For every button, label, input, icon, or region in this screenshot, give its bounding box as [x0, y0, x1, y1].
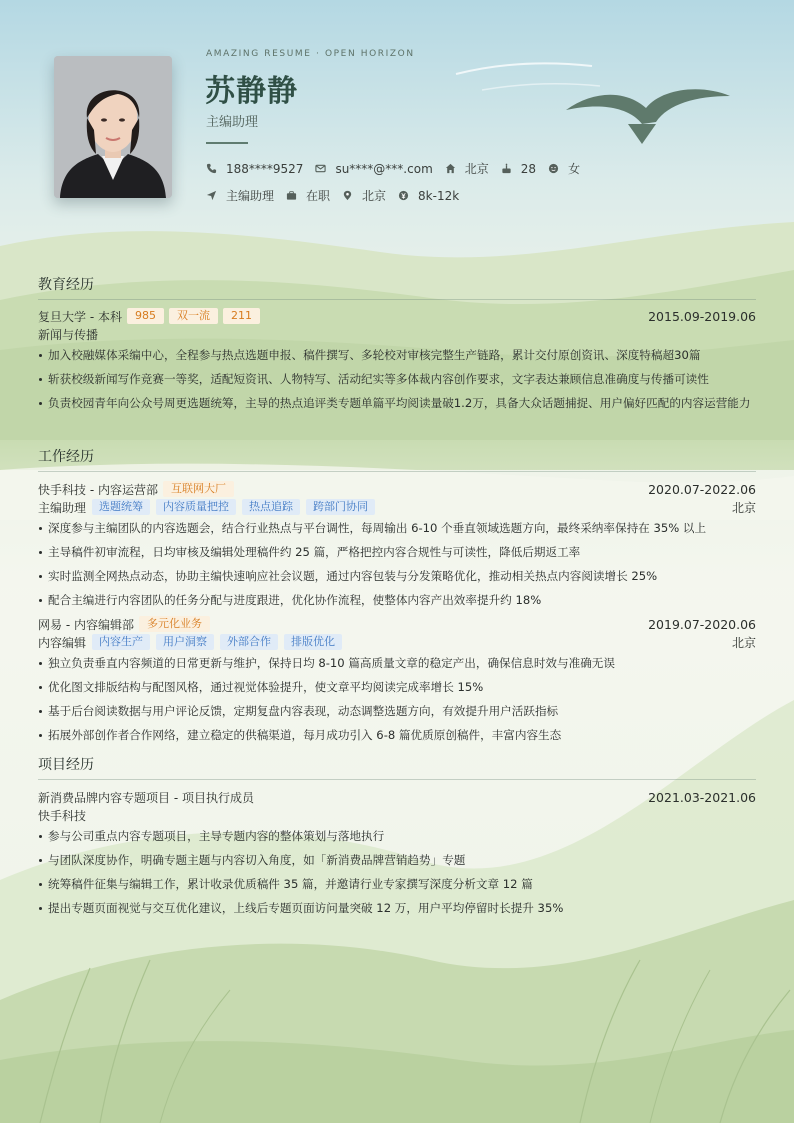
education-bullets — [38, 345, 756, 413]
target-city-info — [342, 187, 386, 204]
company-name: 网易 - 内容编辑部 — [38, 617, 134, 632]
age-info — [501, 162, 536, 176]
skill-chip: 热点追踪 — [242, 499, 300, 515]
briefcase-icon — [286, 190, 297, 201]
major-row — [38, 325, 756, 343]
company-badge: 互联网大厂 — [163, 481, 234, 497]
list-item: 负责校园青年向公众号周更选题统筹，主导的热点追评类专题单篇平均阅读量破1.2万，具备大众话题捕捉、用户偏好匹配的内容运营能力 — [38, 393, 756, 413]
job-city: 北京 — [731, 635, 756, 650]
list-item: 基于后台阅读数据与用户评论反馈，定期复盘内容表现，动态调整选题方向，有效提升用户活跃指标 — [38, 701, 756, 721]
skill-chip: 内容质量把控 — [156, 499, 236, 515]
phone-icon — [206, 163, 217, 174]
job-bullets — [38, 518, 756, 610]
company-badge: 多元化业务 — [139, 616, 210, 632]
intent-position-text: 主编助理 — [226, 189, 275, 203]
job-entry-head — [38, 615, 756, 633]
job-position: 主编助理 — [38, 500, 87, 515]
status-info — [286, 187, 330, 204]
project-org-row — [38, 806, 756, 824]
school-badge: 双一流 — [169, 308, 218, 324]
gender-icon — [548, 163, 559, 174]
skill-chip: 内容生产 — [92, 634, 150, 650]
intent-position-info — [206, 187, 274, 204]
job-bullets — [38, 653, 756, 745]
list-item: 实时监测全网热点动态，协助主编快速响应社会议题，通过内容包装与分发策略优化，推动相关热点内容阅读增长 25% — [38, 566, 756, 586]
job-date: 2019.07-2020.06 — [648, 616, 756, 632]
tagline: AMAZING RESUME · OPEN HORIZON — [206, 49, 415, 59]
skill-chip: 跨部门协同 — [306, 499, 375, 515]
job-position-row — [38, 633, 756, 651]
list-item: 加入校融媒体采编中心，全程参与热点选题申报、稿件撰写、多轮校对审核完整生产链路，累计交付原创资讯、深度特稿超30篇 — [38, 345, 756, 365]
salary-icon — [398, 190, 409, 201]
bird-icon — [564, 82, 732, 146]
section-title: 教育经历 — [38, 274, 756, 300]
job-date: 2020.07-2022.06 — [648, 481, 756, 497]
company-name: 快手科技 - 内容运营部 — [38, 482, 158, 497]
section-title: 工作经历 — [38, 446, 756, 472]
email-text: su****@***.com — [335, 161, 433, 176]
project-entry-head — [38, 788, 756, 806]
home-icon — [445, 163, 456, 174]
school-name: 复旦大学 - 本科 — [38, 309, 122, 324]
gender-text: 女 — [568, 162, 581, 176]
job-city: 北京 — [731, 500, 756, 515]
list-item: 深度参与主编团队的内容选题会，结合行业热点与平台调性，每周输出 6-10 个垂直领域选题方向，最终采纳率保持在 35% 以上 — [38, 518, 756, 538]
gender-info — [548, 160, 580, 177]
phone-text: 188****9527 — [226, 161, 304, 176]
section-title: 项目经历 — [38, 754, 756, 780]
job-intent-row — [206, 187, 471, 204]
list-item: 独立负责垂直内容频道的日常更新与维护，保持日均 8-10 篇高质量文章的稳定产出，确保信息时效与准确无误 — [38, 653, 756, 673]
project-bullets — [38, 826, 756, 918]
candidate-role: 主编助理 — [206, 115, 259, 130]
list-item: 统筹稿件征集与编辑工作，累计收录优质稿件 35 篇，并邀请行业专家撰写深度分析文章 12 篇 — [38, 874, 756, 894]
contact-row — [206, 160, 592, 177]
candidate-name: 苏静静 — [205, 74, 298, 109]
salary-info — [398, 189, 459, 203]
education-entry-head — [38, 307, 756, 325]
list-item: 参与公司重点内容专题项目，主导专题内容的整体策划与落地执行 — [38, 826, 756, 846]
list-item: 斩获校级新闻写作竞赛一等奖，适配短资讯、人物特写、活动纪实等多体裁内容创作要求，文字表达兼顾信息准确度与传播可读性 — [38, 369, 756, 389]
home-info — [445, 160, 489, 177]
phone-info — [206, 162, 303, 176]
age-text: 28 — [520, 161, 537, 176]
send-icon — [206, 190, 217, 201]
home-text: 北京 — [464, 162, 489, 176]
list-item: 配合主编进行内容团队的任务分配与进度跟进，优化协作流程，使整体内容产出效率提升约 18% — [38, 590, 756, 610]
profile-photo — [54, 56, 172, 198]
skill-chip: 选题统筹 — [92, 499, 150, 515]
school-badge: 211 — [223, 308, 260, 324]
salary-text: 8k-12k — [418, 188, 460, 203]
list-item: 主导稿件初审流程，日均审核及编辑处理稿件约 25 篇，严格把控内容合规性与可读性，降低后期返工率 — [38, 542, 756, 562]
job-position: 内容编辑 — [38, 635, 87, 650]
job-entry-head — [38, 480, 756, 498]
list-item: 优化图文排版结构与配图风格，通过视觉体验提升，使文章平均阅读完成率增长 15% — [38, 677, 756, 697]
target-city-text: 北京 — [362, 189, 387, 203]
skill-chip: 用户洞察 — [156, 634, 214, 650]
job-position-row — [38, 498, 756, 516]
list-item: 拓展外部创作者合作网络，建立稳定的供稿渠道，每月成功引入 6-8 篇优质原创稿件，丰富内容生态 — [38, 725, 756, 745]
location-pin-icon — [342, 190, 353, 201]
status-text: 在职 — [306, 189, 331, 203]
mail-icon — [315, 163, 326, 174]
header-divider — [206, 142, 248, 144]
skill-chip: 排版优化 — [284, 634, 342, 650]
cake-icon — [501, 163, 512, 174]
education-date: 2015.09-2019.06 — [648, 308, 756, 324]
project-name: 新消费品牌内容专题项目 - 项目执行成员 — [38, 790, 254, 805]
projects-section — [38, 754, 756, 918]
list-item: 与团队深度协作，明确专题主题与内容切入角度，如「新消费品牌营销趋势」专题 — [38, 850, 756, 870]
project-org: 快手科技 — [38, 808, 87, 823]
skill-chip: 外部合作 — [220, 634, 278, 650]
major-name: 新闻与传播 — [38, 327, 99, 342]
school-badge: 985 — [127, 308, 164, 324]
list-item: 提出专题页面视觉与交互优化建议，上线后专题页面访问量突破 12 万，用户平均停留时长提升 35% — [38, 898, 756, 918]
project-date: 2021.03-2021.06 — [648, 789, 756, 805]
work-section — [38, 446, 756, 745]
education-section — [38, 274, 756, 413]
email-info — [315, 162, 432, 176]
